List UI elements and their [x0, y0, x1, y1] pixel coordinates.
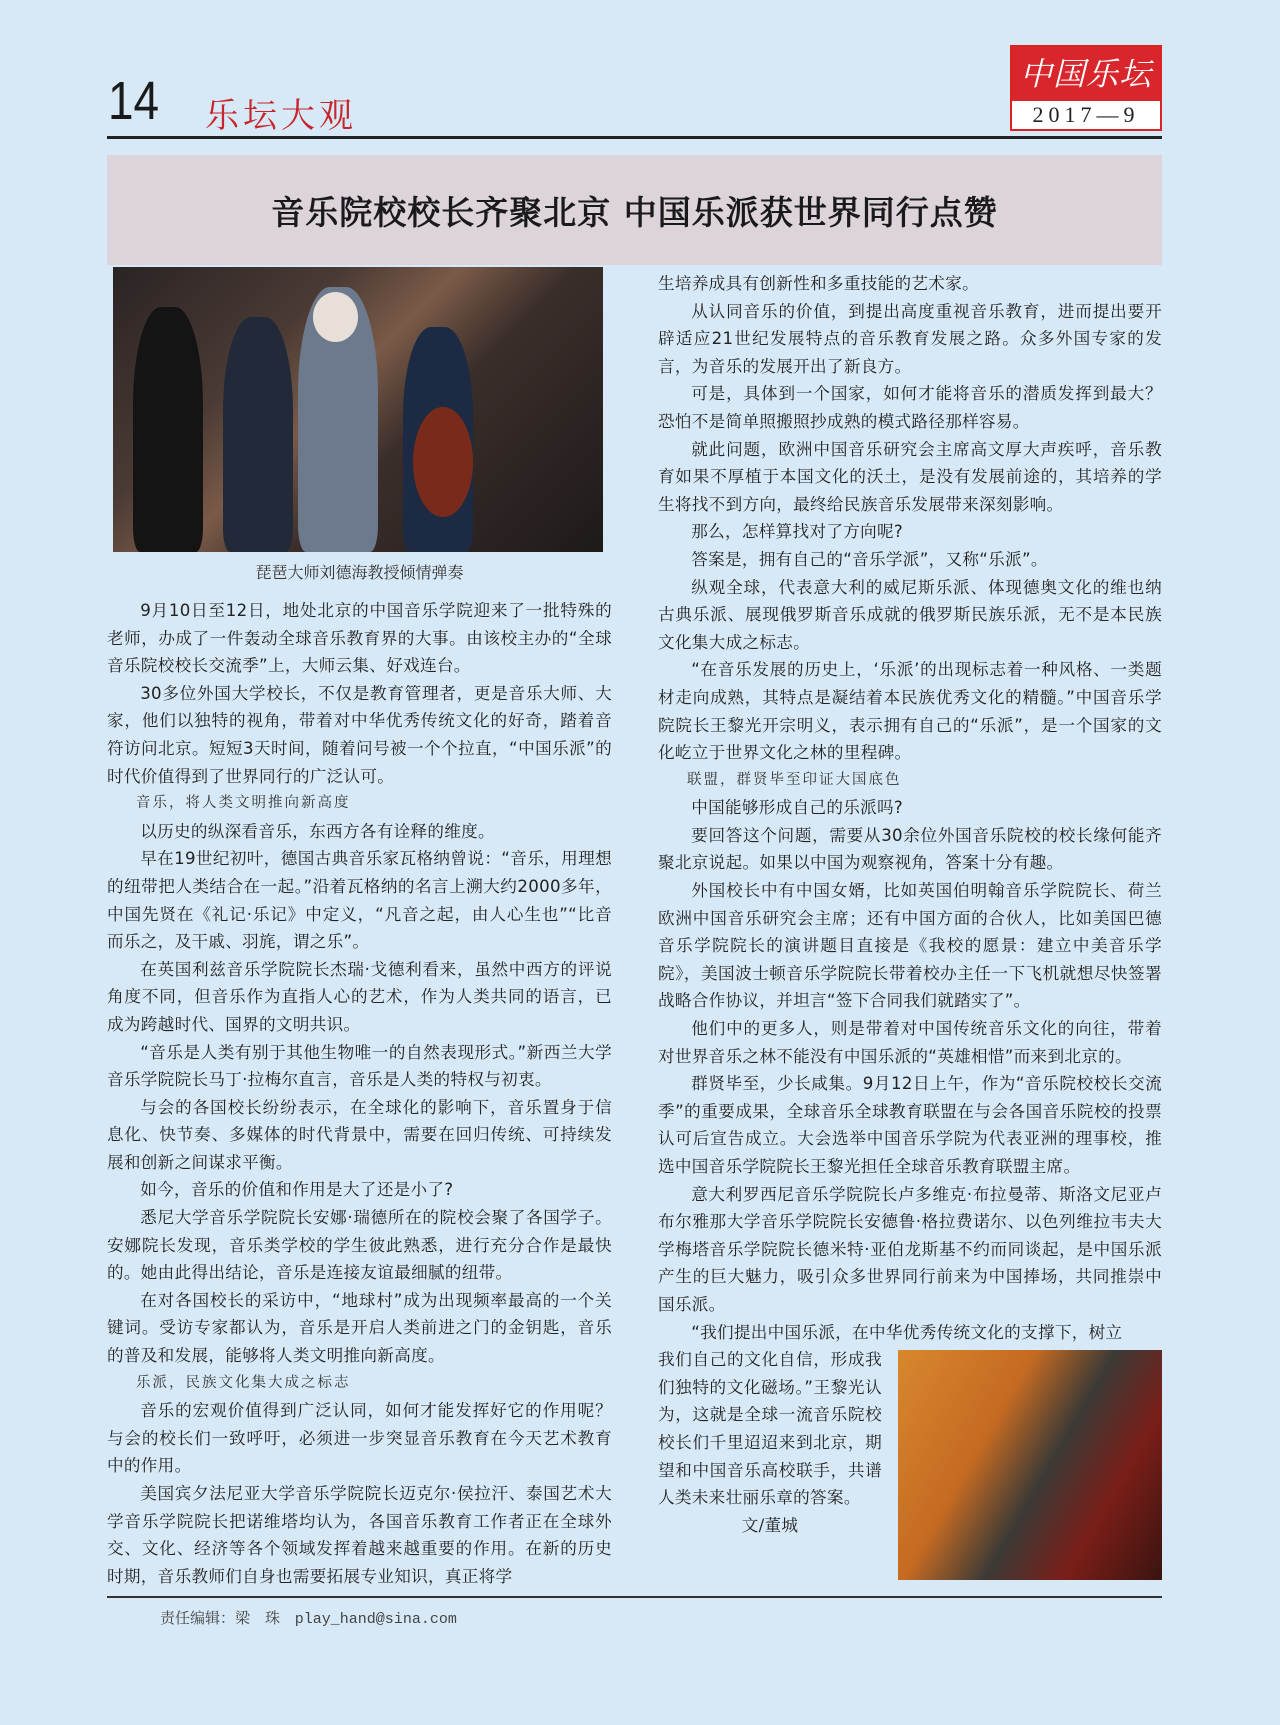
paragraph: 从认同音乐的价值，到提出高度重视音乐教育，进而提出要开辟适应21世纪发展特点的音乐教育发展之路。众多外国专家的发言，为音乐的发展开出了新良方。: [658, 301, 1162, 376]
footer-rule: [107, 1596, 1162, 1598]
paragraph: 群贤毕至，少长咸集。9月12日上午，作为“音乐院校校长交流季”的重要成果，全球音乐全球教育联盟在与会各国音乐院校的投票认可后宣告成立。大会选举中国音乐学院为代表亚洲的理事校，推选中国音乐学院院长王黎光担任全球音乐教育联盟主席。: [658, 1074, 1162, 1176]
editor-credit: 责任编辑：梁 珠: [160, 1609, 281, 1627]
paragraph: 生培养成具有创新性和多重技能的艺术家。: [658, 274, 979, 293]
paragraph: 在英国利兹音乐学院院长杰瑞·戈德利看来，虽然中西方的评说角度不同，但音乐作为直指人心的艺术，作为人类共同的语言，已成为跨越时代、国界的文明共识。: [107, 959, 612, 1034]
paragraph: 悉尼大学音乐学院院长安娜·瑞德所在的院校会聚了各国学子。安娜院长发现，音乐类学校的学生彼此熟悉，进行充分合作是最快的。她由此得出结论，音乐是连接友谊最细腻的纽带。: [107, 1208, 612, 1283]
footer: [160, 1607, 457, 1628]
paragraph: 我们自己的文化自信，形成我们独特的文化磁场。”王黎光认为，这就是全球一流音乐院校校长们千里迢迢来到北京，期望和中国音乐高校联手，共谱人类未来壮丽乐章的答案。: [658, 1350, 882, 1508]
paragraph: 中国能够形成自己的乐派吗?: [691, 798, 904, 818]
editor-email: play_hand@sina.com: [294, 1611, 457, 1628]
paragraph: 如今，音乐的价值和作用是大了还是小了?: [140, 1180, 454, 1200]
headline-band: [107, 155, 1162, 265]
paragraph: 早在19世纪初叶，德国古典音乐家瓦格纳曾说：“音乐，用理想的纽带把人类结合在一起。”沿着瓦格纳的名言上溯大约2000多年，中国先贤在《礼记·乐记》中定义，“凡音之起，由人心生也”“比音而乐之，及干戚、羽旄，谓之乐”。: [107, 849, 612, 952]
paragraph: 他们中的更多人，则是带着对中国传统音乐文化的向往，带着对世界音乐之林不能没有中国乐派的“英雄相惜”而来到北京的。: [658, 1019, 1162, 1066]
paragraph: 要回答这个问题，需要从30余位外国音乐院校的校长缘何能齐聚北京说起。如果以中国为观察视角，答案十分有趣。: [658, 825, 1162, 873]
paragraph: “音乐是人类有别于其他生物唯一的自然表现形式。”新西兰大学音乐学院院长马丁·拉梅尔直言，音乐是人类的特权与初衷。: [107, 1042, 612, 1090]
paragraph: 外国校长中有中国女婿，比如英国伯明翰音乐学院院长、荷兰欧洲中国音乐研究会主席；还有中国方面的合伙人，比如美国巴德音乐学院院长的演讲题目直接是《我校的愿景：建立中美音乐学院》，美国波士顿音乐学院院长带着校办主任一下飞机就想尽快签署战略合作协议，并坦言“签下合同我们就踏实了”。: [658, 881, 1162, 1011]
page-number: 14: [108, 71, 160, 131]
photo-caption: 琵琶大师刘德海教授倾情弹奏: [255, 563, 464, 582]
section-title: 乐坛大观: [205, 96, 357, 136]
paragraph: “在音乐发展的历史上，‘乐派’的出现标志着一种风格、一类题材走向成熟，其特点是凝结着本民族优秀文化的精髓。”中国音乐学院院长王黎光开宗明义，表示拥有自己的“乐派”，是一个国家的文化屹立于世界文化之林的里程碑。: [658, 660, 1162, 763]
photo-conductor-instrument: [898, 1350, 1162, 1580]
article-column-left: [107, 597, 612, 1590]
paragraph: 与会的各国校长纷纷表示，在全球化的影响下，音乐置身于信息化、快节奏、多媒体的时代背景中，需要在回归传统、可持续发展和创新之间谋求平衡。: [107, 1097, 612, 1172]
subheading: 联盟，群贤毕至印证大国底色: [687, 771, 902, 788]
paragraph: 那么，怎样算找对了方向呢?: [691, 522, 904, 542]
paragraph: 美国宾夕法尼亚大学音乐学院院长迈克尔·侯拉汗、泰国艺术大学音乐学院院长把诺维塔均认为，各国音乐教育工作者正在全球外交、文化、经济等各个领域发挥着越来越重要的作用。在新的历史时期，音乐教师们自身也需要拓展专业知识，真正将学: [107, 1484, 612, 1586]
paragraph: 音乐的宏观价值得到广泛认同，如何才能发挥好它的作用呢？与会的校长们一致呼吁，必须进一步突显音乐教育在今天艺术教育中的作用。: [107, 1401, 612, 1476]
magazine-logo: [1010, 45, 1162, 131]
paragraph: 9月10日至12日，地处北京的中国音乐学院迎来了一批特殊的老师，办成了一件轰动全球音乐教育界的大事。由该校主办的“全球音乐院校校长交流季”上，大师云集、好戏连台。: [107, 601, 612, 676]
byline: 文/董城: [741, 1515, 799, 1535]
header-rule: [107, 136, 1162, 139]
paragraph: 30多位外国大学校长，不仅是教育管理者，更是音乐大师、大家，他们以独特的视角，带着对中华优秀传统文化的好奇，踏着音符访问北京。短短3天时间，随着问号被一个个拉直，“中国乐派”的时代价值得到了世界同行的广泛认可。: [107, 683, 612, 786]
paragraph: 在对各国校长的采访中，“地球村”成为出现频率最高的一个关键词。受访专家都认为，音乐是开启人类前进之门的金钥匙，音乐的普及和发展，能够将人类文明推向新高度。: [107, 1290, 612, 1366]
subheading: 音乐，将人类文明推向新高度: [136, 795, 351, 812]
logo-text: 中国乐坛: [1012, 47, 1160, 101]
headline: 音乐院校校长齐聚北京 中国乐派获世界同行点赞: [271, 192, 998, 232]
paragraph: 纵观全球，代表意大利的威尼斯乐派、体现德奥文化的维也纳古典乐派、展现俄罗斯音乐成就的俄罗斯民族乐派，无不是本民族文化集大成之标志。: [658, 577, 1162, 652]
paragraph: 就此问题，欧洲中国音乐研究会主席高文厚大声疾呼，音乐教育如果不厚植于本国文化的沃土，是没有发展前途的，其培养的学生将找不到方向，最终给民族音乐发展带来深刻影响。: [658, 439, 1162, 514]
paragraph: 以历史的纵深看音乐，东西方各有诠释的维度。: [140, 821, 495, 841]
paragraph: “我们提出中国乐派，在中华优秀传统文化的支撑下，树立: [691, 1322, 1123, 1342]
paragraph: 答案是，拥有自己的“音乐学派”，又称“乐派”。: [691, 549, 1048, 569]
paragraph: 意大利罗西尼音乐学院院长卢多维克·布拉曼蒂、斯洛文尼亚卢布尔雅那大学音乐学院院长安德鲁·格拉费诺尔、以色列维拉韦夫大学梅塔音乐学院院长德米特·亚伯龙斯基不约而同谈起，是中国乐派产生的巨大魅力，吸引众多世界同行前来为中国捧场，共同推崇中国乐派。: [658, 1184, 1162, 1314]
issue-date: 2017—9: [1032, 102, 1140, 127]
subheading: 乐派，民族文化集大成之标志: [136, 1374, 351, 1391]
paragraph: 可是，具体到一个国家，如何才能将音乐的潜质发挥到最大？恐怕不是简单照搬照抄成熟的模式路径那样容易。: [658, 384, 1162, 431]
photo-pipa-performance: [113, 267, 603, 552]
article-column-right: [658, 270, 1162, 1580]
